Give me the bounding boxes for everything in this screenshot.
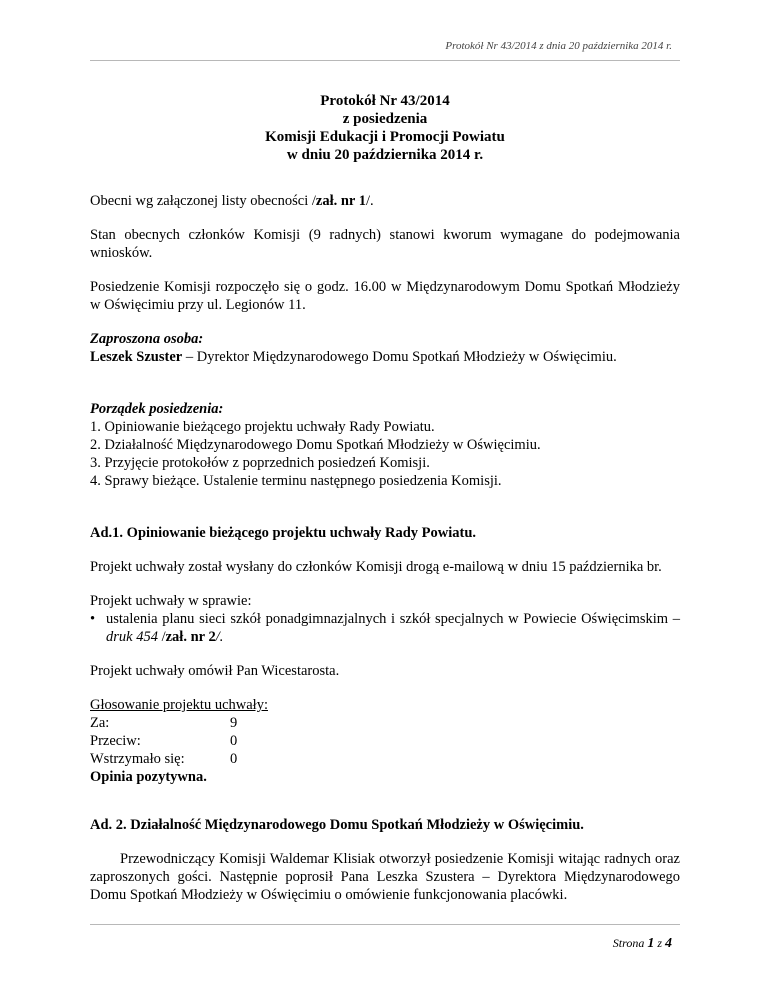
vote-block <box>90 696 680 786</box>
agenda-item: 4. Sprawy bieżące. Ustalenie terminu następnego posiedzenia Komisji. <box>90 473 502 489</box>
vote-result: Opinia pozytywna. <box>90 769 207 785</box>
page-label: Strona <box>612 936 648 950</box>
ad2-heading: Ad. 2. Działalność Międzynarodowego Domu Spotkań Młodzieży w Oświęcimiu. <box>90 817 584 833</box>
attendance-end: /. <box>365 193 374 209</box>
document-title <box>90 92 680 164</box>
bullet-text: ustalenia planu sieci szkół ponadgimnazjalnych i szkół specjalnych w Powiecie Oświęcimskim – <box>106 611 680 627</box>
vote-heading: Głosowanie projektu uchwały: <box>90 697 268 713</box>
agenda-item: 2. Działalność Międzynarodowego Domu Spotkań Młodzieży w Oświęcimiu. <box>90 437 541 453</box>
title-line-1: Protokół Nr 43/2014 <box>320 93 450 109</box>
document-body <box>90 92 680 920</box>
opening-paragraph: Posiedzenie Komisji rozpoczęło się o godz. 16.00 w Międzynarodowym Domu Spotkań Młodzieży w Oświęcimiu przy ul. Legionów 11. <box>90 279 680 313</box>
attendance-paragraph <box>90 192 680 210</box>
bullet-icon: • <box>90 611 96 627</box>
vote-value: 0 <box>230 751 238 767</box>
title-line-3: Komisji Edukacji i Promocji Powiatu <box>265 129 505 145</box>
vote-label: Za: <box>90 715 110 731</box>
vote-row-abstain <box>90 750 680 768</box>
header-divider <box>90 60 680 61</box>
agenda-list <box>90 418 680 490</box>
ad1-discussed: Projekt uchwały omówił Pan Wicestarosta. <box>90 663 340 679</box>
ad1-sent-paragraph: Projekt uchwały został wysłany do członków Komisji drogą e-mailową w dniu 15 października br. <box>90 559 662 575</box>
vote-row-against <box>90 732 680 750</box>
ad1-heading: Ad.1. Opiniowanie bieżącego projektu uchwały Rady Powiatu. <box>90 525 477 541</box>
attachment-1-ref: zał. nr 1 <box>315 193 366 209</box>
running-header: Protokół Nr 43/2014 z dnia 20 października 2014 r. <box>445 40 672 52</box>
invited-name: Leszek Szuster <box>90 349 183 365</box>
bullet-slash: / <box>157 629 166 645</box>
vote-label: Wstrzymało się: <box>90 751 185 767</box>
bullet-end: /. <box>215 629 224 645</box>
page-of: z <box>654 936 665 950</box>
footer-divider <box>90 924 680 925</box>
attendance-text: Obecni wg załączonej listy obecności / <box>90 193 316 209</box>
agenda-section <box>90 400 680 490</box>
ad1-bullet-list <box>90 610 680 646</box>
vote-label: Przeciw: <box>90 733 141 749</box>
page-total: 4 <box>665 936 672 951</box>
page-footer <box>613 936 672 952</box>
attachment-2-ref: zał. nr 2 <box>165 629 216 645</box>
ad2-paragraph: Przewodniczący Komisji Waldemar Klisiak otworzył posiedzenie Komisji witając radnych oraz zaproszonych gości. Następnie poprosił Pana Leszka Szustera – Dyrektora Międzynarodowego Domu Spotkań Młodzieży w Oświęcimiu o omówienie funkcjonowania placówki. <box>90 851 680 903</box>
vote-value: 9 <box>230 715 238 731</box>
agenda-heading: Porządek posiedzenia: <box>90 401 224 417</box>
agenda-item: 3. Przyjęcie protokołów z poprzednich posiedzeń Komisji. <box>90 455 430 471</box>
agenda-item: 1. Opiniowanie bieżącego projektu uchwały Rady Powiatu. <box>90 419 435 435</box>
title-line-4: w dniu 20 października 2014 r. <box>286 147 484 163</box>
vote-value: 0 <box>230 733 238 749</box>
invited-heading: Zaproszona osoba: <box>90 331 204 347</box>
invited-section <box>90 330 680 366</box>
vote-row-for <box>90 714 680 732</box>
druk-ref: druk 454 <box>106 629 158 645</box>
title-line-2: z posiedzenia <box>342 111 428 127</box>
page-number: 1 <box>647 936 655 951</box>
ad1-subject-intro: Projekt uchwały w sprawie: <box>90 593 252 609</box>
invited-role: – Dyrektor Międzynarodowego Domu Spotkań Młodzieży w Oświęcimiu. <box>182 349 617 365</box>
list-item <box>90 610 680 646</box>
quorum-paragraph: Stan obecnych członków Komisji (9 radnych) stanowi kworum wymagane do podejmowania wniosków. <box>90 227 680 261</box>
